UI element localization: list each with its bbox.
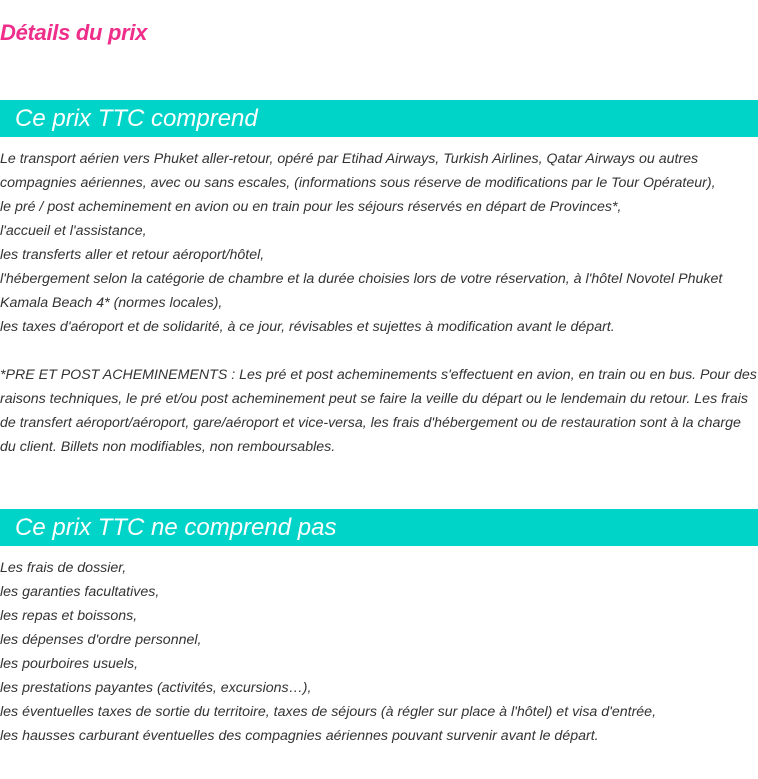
excluded-item: les dépenses d'ordre personnel, bbox=[0, 632, 202, 648]
excluded-item: les éventuelles taxes de sortie du territoire, taxes de séjours (à régler sur place à l'hôtel) et visa d'entrée, bbox=[0, 704, 657, 720]
excluded-item: les pourboires usuels, bbox=[0, 656, 139, 672]
included-heading: Ce prix TTC comprend bbox=[15, 105, 258, 132]
included-section-body bbox=[0, 147, 758, 459]
included-item: l'accueil et l'assistance, bbox=[0, 223, 147, 239]
excluded-item: les prestations payantes (activités, excursions…), bbox=[0, 680, 312, 696]
excluded-item: les repas et boissons, bbox=[0, 608, 138, 624]
excluded-section-header bbox=[0, 509, 758, 546]
included-item: l'hébergement selon la catégorie de chambre et la durée choisies lors de votre réservation, à l'hôtel Novotel Phuket Kamala Beach 4* (normes locales), bbox=[0, 271, 723, 311]
included-item: le pré / post acheminement en avion ou en train pour les séjours réservés en départ de Provinces*, bbox=[0, 199, 622, 215]
acheminement-note: *PRE ET POST ACHEMINEMENTS : Les pré et post acheminements s'effectuent en avion, en train ou en bus. Pour des raisons techniques, le pré et/ou post acheminement peut se faire la veille du départ ou le lendemain du retour. Les frais de transfert aéroport/aéroport, gare/aéroport et vice-versa, les frais d'hébergement ou de restauration sont à la charge du client. Billets non modifiables, non remboursables. bbox=[0, 367, 757, 455]
excluded-item: Les frais de dossier, bbox=[0, 560, 127, 576]
included-item: les taxes d'aéroport et de solidarité, à ce jour, révisables et sujettes à modification avant le départ. bbox=[0, 319, 615, 335]
excluded-item: les hausses carburant éventuelles des compagnies aériennes pouvant survenir avant le départ. bbox=[0, 728, 599, 744]
excluded-heading: Ce prix TTC ne comprend pas bbox=[15, 514, 337, 541]
included-item: Le transport aérien vers Phuket aller-retour, opéré par Etihad Airways, Turkish Airlines, Qatar Airways ou autres compagnies aériennes, avec ou sans escales, (informations sous réserve de modifications par le Tour Opérateur), bbox=[0, 151, 716, 191]
included-section-header bbox=[0, 100, 758, 137]
page-title: Détails du prix bbox=[0, 20, 148, 45]
excluded-section-body bbox=[0, 556, 758, 748]
included-item: les transferts aller et retour aéroport/hôtel, bbox=[0, 247, 265, 263]
paragraph-spacer bbox=[0, 339, 758, 363]
excluded-item: les garanties facultatives, bbox=[0, 584, 160, 600]
